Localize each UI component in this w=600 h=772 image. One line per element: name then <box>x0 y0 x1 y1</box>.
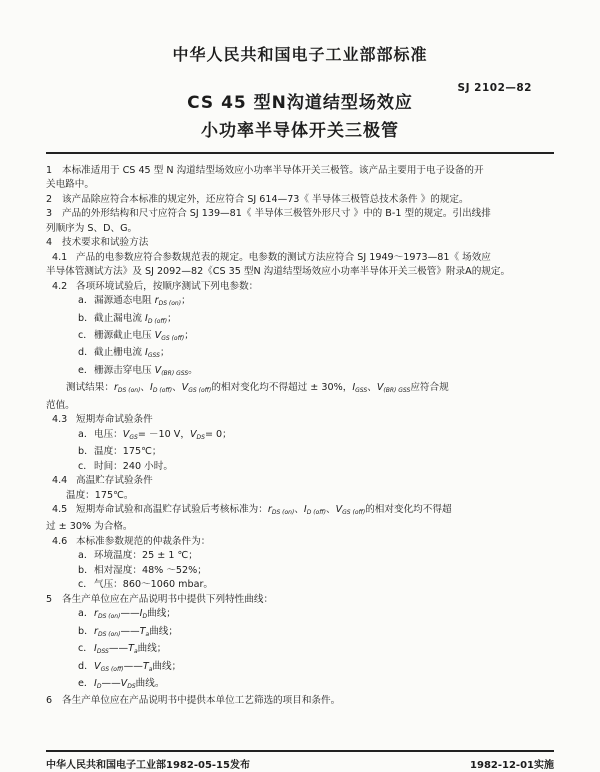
list-item: d．$V_{GS (off)}——T_a$曲线； <box>78 660 182 673</box>
document-title-line-1: CS 45 型N沟道结型场效应 <box>187 93 413 113</box>
clause-4-2: 4.2 各项环境试验后，按顺序测试下列电参数： <box>52 280 259 292</box>
list-item: c．$I_{DSS}——T_a$曲线； <box>78 643 167 656</box>
list-item: c．气压：860～1060 mbar。 <box>78 579 214 591</box>
clause-3-cont: 列顺序为 S、D、G。 <box>46 222 138 234</box>
clause-3: 3 产品的外形结构和尺寸应符合 SJ 139—81《 半导体三极管外形尺寸 》中的 B-1 型的规定。引出线排 <box>46 208 491 220</box>
standard-code: SJ 2102—82 <box>457 82 532 94</box>
test-result: 测试结果：$r_{DS (on)}$、$I_{D (off)}$、$V_{GS (off)}$的相对变化均不得超过 ± 30%，$I_{GSS}$、$V_{(BR) GSS}$应符合规 <box>66 382 449 395</box>
clause-4-5: 4.5 短期寿命试验和高温贮存试验后考核标准为：$r_{DS (on)}$、$I_{D (off)}$、$V_{GS (off)}$的相对变化均不得超 <box>52 503 452 516</box>
clause-6: 6 各生产单位应在产品说明书中提供本单位工艺筛选的项目和条件。 <box>46 695 341 707</box>
clause-1-cont: 关电路中。 <box>46 179 94 191</box>
clause-4-4: 4.4 高温贮存试验条件 <box>52 475 153 487</box>
clause-4-4-cont: 温度：175℃。 <box>66 489 134 501</box>
clause-4-1: 4.1 产品的电参数应符合参数规范表的规定。电参数的测试方法应符合 SJ 1949～1973—81《 场效应 <box>52 251 491 263</box>
footer-rule <box>46 750 554 752</box>
list-item: b．相对湿度：48% ～52%； <box>78 564 207 576</box>
clause-2: 2 该产品除应符合本标准的规定外，还应符合 SJ 614—73《 半导体三极管总技术条件 》的规定。 <box>46 193 469 205</box>
issue-date: 中华人民共和国电子工业部1982-05-15发布 <box>46 760 250 771</box>
effective-date: 1982-12-01实施 <box>470 760 554 771</box>
clause-4: 4 技术要求和试验方法 <box>46 237 149 249</box>
clause-4-1-cont: 半导体管测试方法》及 SJ 2092—82《CS 35 型N 沟道结型场效应小功率半导体开关三极管》附录A的规定。 <box>46 266 511 278</box>
document-body <box>46 164 554 709</box>
clause-4-3: 4.3 短期寿命试验条件 <box>52 414 153 426</box>
list-item: d．截止栅电流 $I_{GSS}$； <box>78 347 170 360</box>
list-item: e．$I_D——V_{DS}$曲线。 <box>78 677 165 690</box>
clause-4-6: 4.6 本标准参数规范的仲裁条件为： <box>52 535 211 547</box>
list-item: a．电压：$V_{GS}= -10$ V，$V_{DS}= 0$； <box>78 428 232 441</box>
list-item: b．$r_{DS (on)}——T_a$曲线； <box>78 625 178 638</box>
list-item: a．漏源通态电阻 $r_{DS (on)}$； <box>78 295 191 308</box>
clause-1: 1 本标准适用于 CS 45 型 N 沟道结型场效应小功率半导体开关三极管。该产品主要用于电子设备的开 <box>46 165 484 176</box>
list-item: a．环境温度：25 ± 1 ℃； <box>78 550 198 562</box>
list-item: c．时间：240 小时。 <box>78 460 173 472</box>
header-rule <box>46 152 554 154</box>
test-result-cont: 范值。 <box>46 399 75 411</box>
list-item: c．栅源截止电压 $V_{GS (off)}$； <box>78 329 194 342</box>
document-title-line-2: 小功率半导体开关三极管 <box>201 121 399 141</box>
footer <box>46 756 554 771</box>
issuing-organization: 中华人民共和国电子工业部部标准 <box>172 45 428 64</box>
list-item: a．$r_{DS (on)}——I_D$曲线； <box>78 608 176 621</box>
list-item: e．栅源击穿电压 $V_{(BR) GSS}$。 <box>78 364 198 377</box>
list-item: b．截止漏电流 $I_{D (off)}$； <box>78 312 177 325</box>
list-item: b．温度：175℃； <box>78 446 162 458</box>
clause-4-5-cont: 过 ± 30% 为合格。 <box>46 521 133 533</box>
clause-5: 5 各生产单位应在产品说明书中提供下列特性曲线： <box>46 593 274 605</box>
